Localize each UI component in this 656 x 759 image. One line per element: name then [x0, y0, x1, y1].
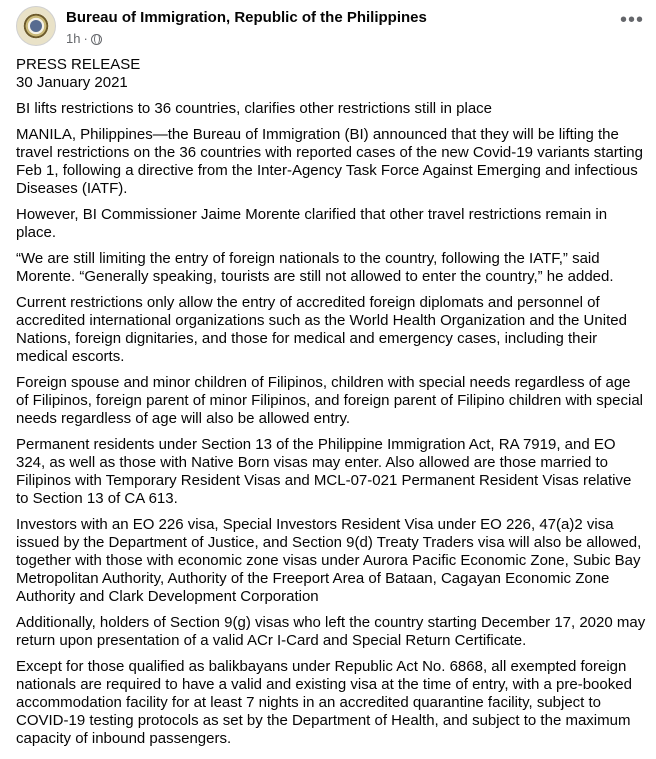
page-avatar[interactable]	[16, 6, 56, 46]
separator-dot: ·	[83, 31, 88, 46]
more-options-icon[interactable]: •••	[619, 9, 644, 31]
press-release-headline: BI lifts restrictions to 36 countries, clarifies other restrictions still in place	[16, 100, 493, 117]
body-paragraph: Except for those qualified as balikbayans under Republic Act No. 6868, all exempted foreign nationals are required to have a valid and existing visa at the time of entry, with a pre-booked accommodation facility for at least 7 nights in an accredited quarantine facility, subject to COVID-19 testing protocols as set by the Department of Health, and subject to the maximum capacity of inbound passengers.	[16, 658, 632, 747]
page-name-link[interactable]: Bureau of Immigration, Republic of the Philippines	[66, 9, 427, 26]
body-paragraph: However, BI Commissioner Jaime Morente clarified that other travel restrictions remain in place.	[16, 206, 608, 241]
press-release-label: PRESS RELEASE	[16, 56, 141, 73]
post-timestamp[interactable]: 1h	[66, 31, 81, 46]
post-header	[16, 6, 646, 52]
body-paragraph: Current restrictions only allow the entry of accredited foreign diplomats and personnel of accredited international organizations such as the World Health Organization and the United Nations, foreign dignitaries, and those for medical and emergency cases, including their medical escorts.	[16, 294, 627, 365]
body-paragraph: Investors with an EO 226 visa, Special Investors Resident Visa under EO 226, 47(a)2 visa issued by the Department of Justice, and Section 9(d) Treaty Traders visa will also be allowed, together with those with economic zone visas under Aurora Pacific Economic Zone, Subic Bay Metropolitan Authority, Authority of the Freeport Area of Bataan, Cagayan Economic Zone Authority and Clark Development Corporation	[16, 516, 642, 605]
body-paragraph: Additionally, holders of Section 9(g) visas who left the country starting December 17, 2020 may return upon presentation of a valid ACr I-Card and Special Return Certificate.	[16, 614, 646, 649]
post-body	[16, 56, 646, 748]
post-meta	[66, 6, 427, 48]
body-paragraph: Foreign spouse and minor children of Filipinos, children with special needs regardless of age of Filipinos, foreign parent of minor Filipinos, and foreign parent of Filipino children with special needs regardless of age will also be allowed entry.	[16, 374, 643, 427]
press-release-date: 30 January 2021	[16, 74, 128, 91]
globe-icon[interactable]	[91, 34, 102, 45]
post-subline	[66, 30, 427, 48]
body-paragraph: “We are still limiting the entry of foreign nationals to the country, following the IATF,” said Morente. “Generally speaking, tourists are still not allowed to enter the country,” he added.	[16, 250, 614, 285]
body-paragraph: Permanent residents under Section 13 of the Philippine Immigration Act, RA 7919, and EO 324, as well as those with Native Born visas may enter. Also allowed are those married to Filipinos with Temporary Resident Visas and MCL-07-021 Permanent Resident Visas relative to Section 13 of CA 613.	[16, 436, 632, 507]
body-paragraph: MANILA, Philippines—the Bureau of Immigration (BI) announced that they will be lifting the travel restrictions on the 36 countries with reported cases of the new Covid-19 variants starting Feb 1, following a directive from the Inter-Agency Task Force Against Emerging and infectious Diseases (IATF).	[16, 126, 643, 197]
